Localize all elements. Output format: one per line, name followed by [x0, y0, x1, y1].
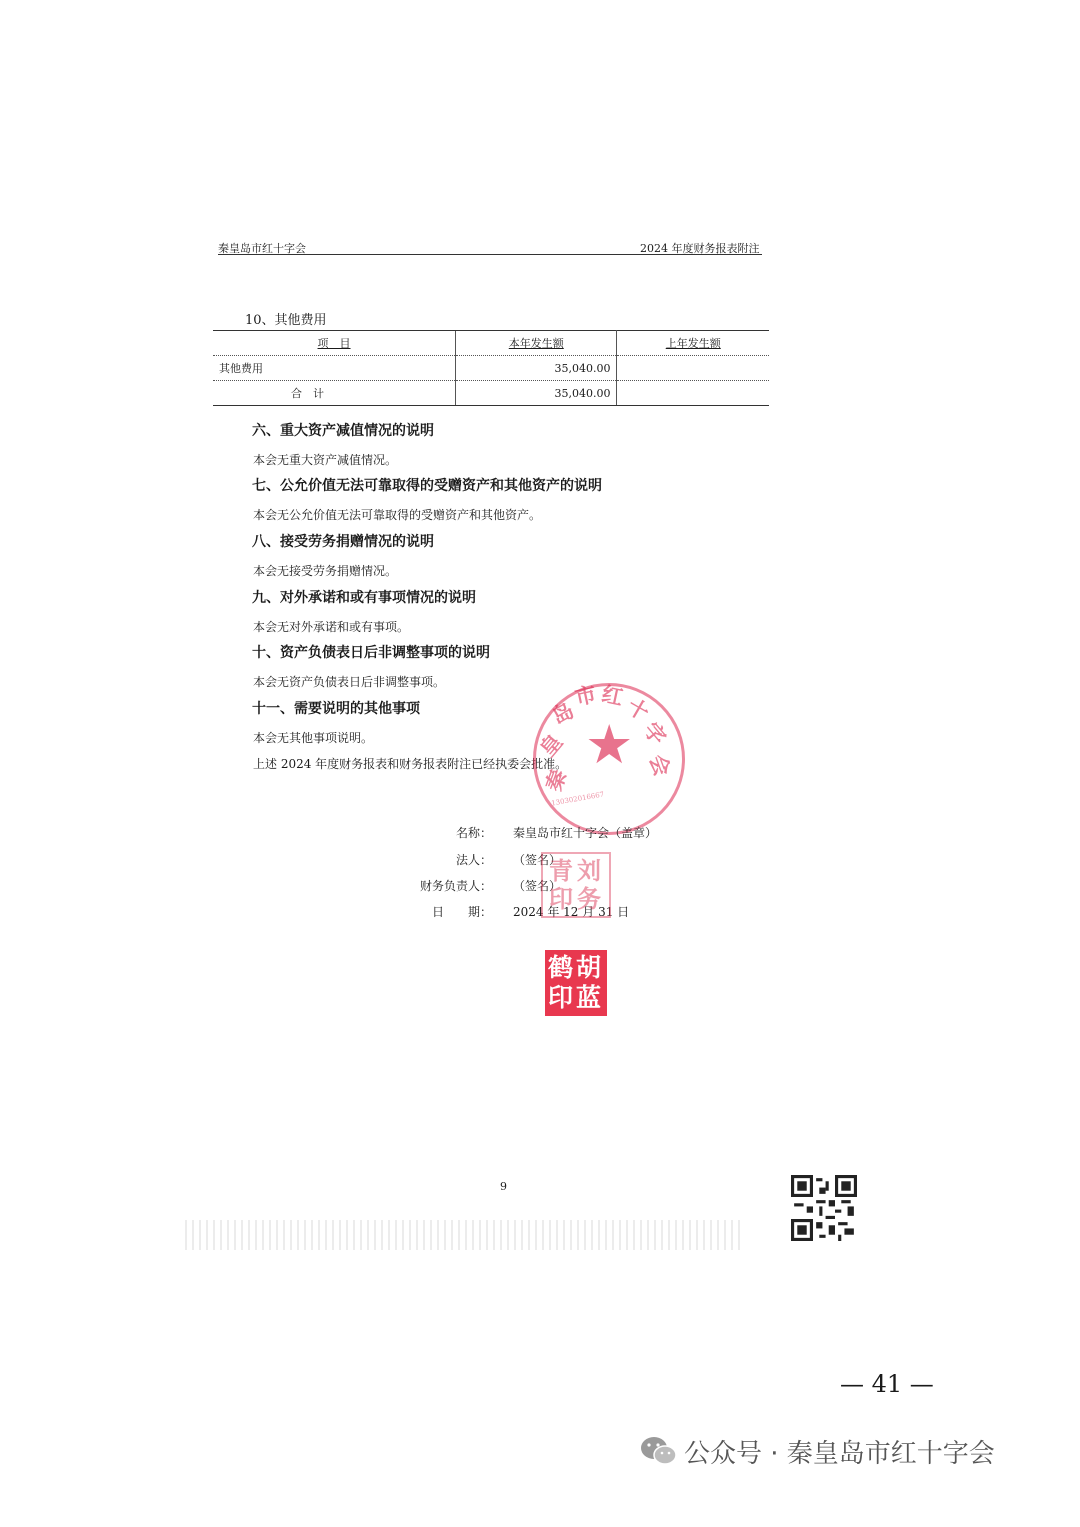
date-value: 2024 年 12 月 31 日 [513, 905, 630, 919]
personal-seal-hu: 胡 鹤 蓝 印 [545, 950, 607, 1016]
scan-noise [185, 1220, 745, 1250]
approval-statement: 上述 2024 年度财务报表和财务报表附注已经执委会批准。 [253, 757, 568, 771]
date-label: 日 期： [431, 905, 492, 919]
seal-char: 红 [599, 681, 626, 710]
qr-code [791, 1175, 857, 1241]
section-heading: 八、接受劳务捐赠情况的说明 [252, 534, 434, 550]
star-icon: ★ [585, 713, 634, 776]
name-value: 秦皇岛市红十字会（盖章） [513, 826, 658, 840]
name-label: 名称： [455, 826, 492, 840]
seal-char: 十 [622, 693, 654, 726]
section-heading: 十、资产负债表日后非调整事项的说明 [252, 645, 490, 661]
section-text: 本会无接受劳务捐赠情况。 [253, 564, 398, 578]
cell-previous [617, 381, 769, 406]
section-text: 本会无重大资产减值情况。 [253, 453, 398, 467]
table-row [213, 356, 769, 381]
cell-item: 合 计 [213, 381, 456, 406]
outer-page-number: — 41 — [840, 1370, 934, 1398]
section-heading: 六、重大资产减值情况的说明 [252, 423, 434, 439]
seal-char: 市 [572, 681, 599, 710]
seal-number: 130302016667 [550, 790, 605, 808]
col-header-previous: 上年发生额 [617, 331, 769, 356]
section-text: 本会无公允价值无法可靠取得的受赠资产和其他资产。 [253, 508, 542, 522]
seal-char: 会 [644, 751, 676, 780]
seal-char: 岛 [547, 697, 579, 730]
inner-page-number: 9 [500, 1180, 507, 1193]
section-10-title: 10、其他费用 [245, 313, 327, 328]
other-expenses-table [213, 330, 769, 406]
col-header-item: 项 目 [213, 331, 456, 356]
legal-rep-value: （签名） [513, 853, 562, 867]
header-doc-title: 2024 年度财务报表附注 [640, 242, 760, 255]
seal-char: 字 [638, 717, 672, 750]
section-heading: 七、公允价值无法可靠取得的受赠资产和其他资产的说明 [252, 478, 602, 494]
section-text: 本会无对外承诺和或有事项。 [253, 620, 410, 634]
legal-rep-label: 法人： [455, 853, 492, 867]
personal-seal-liu: 刘 青 务 印 [541, 852, 611, 918]
col-header-current: 本年发生额 [456, 331, 617, 356]
section-heading: 九、对外承诺和或有事项情况的说明 [252, 590, 476, 606]
finance-head-label: 财务负责人： [419, 879, 492, 893]
section-text: 本会无其他事项说明。 [253, 731, 374, 745]
section-heading: 十一、需要说明的其他事项 [252, 701, 420, 717]
cell-current: 35,040.00 [456, 356, 617, 381]
finance-head-value: （签名） [513, 879, 562, 893]
cell-item: 其他费用 [213, 356, 456, 381]
seal-char: 秦 [540, 766, 572, 795]
section-text: 本会无资产负债表日后非调整事项。 [253, 675, 446, 689]
table-header-row [213, 331, 769, 356]
table-row-total [213, 381, 769, 406]
wechat-icon [640, 1435, 678, 1467]
header-org: 秦皇岛市红十字会 [218, 242, 306, 255]
cell-previous [617, 356, 769, 381]
seal-char: 皇 [534, 729, 568, 762]
footer-watermark: 公众号 · 秦皇岛市红十字会 [684, 1439, 995, 1469]
cell-current: 35,040.00 [456, 381, 617, 406]
header-rule [218, 254, 762, 255]
